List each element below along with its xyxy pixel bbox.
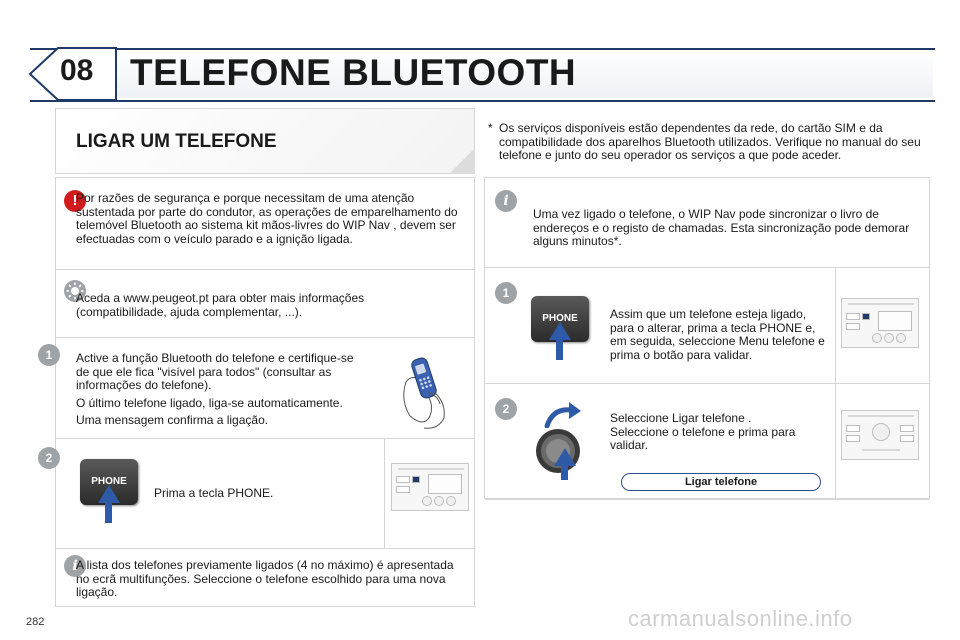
radio-panel-illustration: [841, 410, 919, 460]
step-number-badge: 2: [38, 447, 60, 469]
cd-slot: [848, 415, 914, 417]
radio-button: [396, 486, 410, 493]
radio-slot: [862, 449, 900, 451]
radio-knob: [884, 333, 894, 343]
arrow-up-icon: [556, 338, 563, 360]
left-column: [45, 177, 475, 607]
right-info-row: [485, 178, 929, 268]
radio-knob: [434, 496, 444, 506]
page-title: TELEFONE BLUETOOTH: [130, 52, 577, 93]
radio-keypad: [428, 474, 462, 494]
footnote-text: Os serviços disponíveis estão dependentes da rede, do cartão SIM e da compatibilidade dos aparelhos Bluetooth utilizados. Verifique no manual do seu telefone e junto do seu operador os serviços a que pode aceder.: [499, 121, 921, 162]
warning-icon: !: [64, 190, 86, 212]
phone-key-button[interactable]: PHONE: [80, 459, 138, 505]
step1-text: [76, 352, 364, 432]
right-step2-text: Seleccione Ligar telefone . Seleccione o telefone e prima para validar.: [610, 411, 796, 452]
warning-text: Por razões de segurança e porque necessitam de uma atenção sustentada por parte do condutor, as operações de emparelhamento do telemóvel Bluetooth ao sistema kit mãos-livres do WIP Nav , devem ser efectuadas com o veículo parado e a ignição ligada.: [76, 191, 458, 246]
divider: [384, 439, 385, 549]
arrow-up-head-icon: [549, 322, 571, 340]
right-step1-row: [485, 268, 929, 384]
radio-button: [396, 476, 410, 483]
radio-knob: [422, 496, 432, 506]
radio-phone-button: [862, 313, 870, 320]
right-step1-text: Assim que um telefone esteja ligado, para o alterar, prima a tecla PHONE e, em seguida, seleccione Menu telefone e prima o botão para validar.: [610, 307, 825, 362]
radio-button: [846, 323, 860, 330]
info-row: [56, 549, 474, 608]
cd-slot: [398, 468, 464, 470]
tip-row: [56, 270, 474, 338]
divider: [835, 268, 836, 384]
radio-panel-illustration: [391, 463, 469, 511]
watermark: carmanualsonline.info: [628, 606, 853, 631]
radio-button: [900, 435, 914, 442]
page-fold-corner: [449, 148, 475, 174]
radio-knob: [446, 496, 456, 506]
arrow-up-icon: [105, 501, 112, 523]
rotate-arrow-icon: [543, 402, 583, 428]
arrow-up-icon: [561, 466, 568, 480]
arrow-up-head-icon: [554, 448, 576, 466]
step2-row: [45, 439, 474, 549]
step-number-badge: 2: [495, 398, 517, 420]
radio-knob: [896, 333, 906, 343]
radio-keypad: [878, 311, 912, 331]
info-text: A lista dos telefones previamente ligados (4 no máximo) é apresentada no ecrã multifunções. Seleccione o telefone escolhido para uma nova ligação.: [76, 558, 454, 599]
step-number-badge: 1: [495, 282, 517, 304]
section-title-box: [55, 108, 475, 174]
radio-button: [900, 425, 914, 432]
step1-paragraph-3: Uma mensagem confirma a ligação.: [76, 413, 269, 427]
radio-phone-button: [412, 476, 420, 483]
radio-button: [846, 425, 860, 432]
tip-text: Aceda a www.peugeot.pt para obter mais informações (compatibilidade, ajuda complementar, ...).: [76, 291, 365, 319]
header-rule-top: [30, 48, 935, 50]
divider: [835, 384, 836, 500]
cd-slot: [848, 303, 914, 305]
right-column: [484, 177, 930, 499]
warning-row: [56, 178, 474, 270]
radio-button: [846, 435, 860, 442]
chapter-number: 08: [60, 54, 94, 87]
arrow-up-head-icon: [98, 485, 120, 503]
radio-panel-illustration: [841, 298, 919, 348]
phone-key-button[interactable]: PHONE: [531, 296, 589, 342]
radio-knob: [872, 423, 890, 441]
step2-text: Prima a tecla PHONE.: [154, 486, 274, 500]
ligar-telefone-menu-item[interactable]: Ligar telefone: [621, 473, 821, 491]
info-icon: i: [64, 555, 86, 577]
section-title: LIGAR UM TELEFONE: [76, 131, 277, 152]
footnote-marker: *: [488, 121, 493, 135]
step1-row: [45, 338, 474, 439]
radio-knob: [872, 333, 882, 343]
header-rule-bottom: [30, 100, 935, 102]
step1-paragraph-1: Active a função Bluetooth do telefone e certifique-se de que ele fica "visível para todos" (consultar as informações do telefone).: [76, 351, 354, 392]
page-number: 282: [26, 616, 45, 628]
hand-holding-phone-illustration: [394, 352, 460, 432]
info-icon: i: [495, 190, 517, 212]
radio-button: [846, 313, 860, 320]
step1-paragraph-2: O último telefone ligado, liga-se automaticamente.: [76, 395, 343, 410]
step-number-badge: 1: [38, 344, 60, 366]
footnote: [488, 122, 928, 163]
right-info-text: Uma vez ligado o telefone, o WIP Nav pode sincronizar o livro de endereços e o registo de chamadas. Esta sincronização pode demorar alguns minutos*.: [533, 207, 910, 248]
